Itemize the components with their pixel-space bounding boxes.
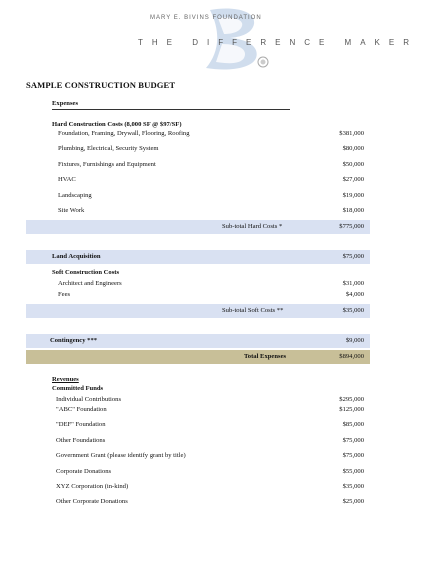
- line-item-amount: $75,000: [342, 437, 364, 444]
- foundation-name: MARY E. BIVINS FOUNDATION: [150, 15, 262, 21]
- line-item-label: Site Work: [58, 207, 85, 214]
- budget-row: [26, 189, 370, 203]
- expenses-divider: [52, 109, 290, 110]
- revenues-heading: Revenues: [52, 376, 79, 383]
- budget-row: [26, 403, 370, 417]
- budget-row: [26, 127, 370, 141]
- line-item-label: Architect and Engineers: [58, 280, 122, 287]
- line-item-label: HVAC: [58, 176, 76, 183]
- line-item-label: Foundation, Framing, Drywall, Flooring, Roofing: [58, 130, 190, 137]
- line-item-amount: $19,000: [342, 192, 364, 199]
- total-expenses-amount: $894,000: [339, 353, 364, 360]
- line-item-amount: $27,000: [342, 176, 364, 183]
- contingency-amount: $9,000: [345, 337, 364, 344]
- line-item-amount: $295,000: [339, 396, 364, 403]
- contingency-label: Contingency ***: [50, 337, 98, 344]
- line-item-label: Fixtures, Furnishings and Equipment: [58, 161, 156, 168]
- line-item-label: "DEF" Foundation: [56, 421, 106, 428]
- expenses-heading: Expenses: [52, 100, 79, 107]
- line-item-amount: $35,000: [342, 483, 364, 490]
- subtotal-label: Sub-total Hard Costs *: [222, 223, 283, 230]
- subtotal-label: Sub-total Soft Costs **: [222, 307, 284, 314]
- land-acquisition-amount: $75,000: [342, 253, 364, 260]
- committed-funds-heading: Committed Funds: [52, 385, 104, 392]
- total-expenses-row: [26, 350, 370, 364]
- line-item-label: Other Foundations: [56, 437, 106, 444]
- budget-row: [26, 480, 370, 494]
- line-item-label: "ABC" Foundation: [56, 406, 107, 413]
- budget-row: [26, 449, 370, 463]
- budget-row: [26, 465, 370, 479]
- soft-costs-heading: Soft Construction Costs: [52, 269, 120, 276]
- subtotal-amount: $35,000: [342, 307, 364, 314]
- budget-row: [26, 204, 370, 218]
- land-acquisition-row: [26, 250, 370, 264]
- budget-row: [26, 173, 370, 187]
- budget-row: [26, 495, 370, 509]
- line-item-amount: $125,000: [339, 406, 364, 413]
- line-item-amount: $50,000: [342, 161, 364, 168]
- line-item-amount: $381,000: [339, 130, 364, 137]
- line-item-label: Plumbing, Electrical, Security System: [58, 145, 159, 152]
- land-acquisition-label: Land Acquisition: [52, 253, 101, 260]
- line-item-amount: $18,000: [342, 207, 364, 214]
- line-item-label: Individual Contributions: [56, 396, 122, 403]
- contingency-row: [26, 334, 370, 348]
- budget-row: [26, 158, 370, 172]
- foundation-tagline: THE DIFFERENCE MAKER: [138, 38, 419, 47]
- budget-row: [26, 142, 370, 156]
- seal-icon: [257, 56, 269, 68]
- hard-costs-subtotal-row: [26, 220, 370, 234]
- line-item-amount: $75,000: [342, 452, 364, 459]
- line-item-label: XYZ Corporation (in-kind): [56, 483, 129, 490]
- line-item-amount: $80,000: [342, 145, 364, 152]
- soft-costs-subtotal-row: [26, 304, 370, 318]
- subtotal-amount: $775,000: [339, 223, 364, 230]
- line-item-amount: $85,000: [342, 421, 364, 428]
- hard-costs-heading: Hard Construction Costs (8,000 SF @ $97/SF): [52, 121, 182, 128]
- line-item-label: Other Corporate Donations: [56, 498, 128, 505]
- line-item-label: Corporate Donations: [56, 468, 112, 475]
- line-item-label: Fees: [58, 291, 71, 298]
- page-title: SAMPLE CONSTRUCTION BUDGET: [26, 80, 176, 90]
- line-item-label: Government Grant (please identify grant by title): [56, 452, 186, 459]
- budget-row: [26, 418, 370, 432]
- line-item-amount: $55,000: [342, 468, 364, 475]
- letterhead: [0, 0, 440, 72]
- line-item-label: Landscaping: [58, 192, 92, 199]
- line-item-amount: $25,000: [342, 498, 364, 505]
- budget-row: [26, 288, 370, 302]
- total-expenses-label: Total Expenses: [244, 353, 287, 360]
- line-item-amount: $4,000: [345, 291, 364, 298]
- budget-row: [26, 434, 370, 448]
- line-item-amount: $31,000: [342, 280, 364, 287]
